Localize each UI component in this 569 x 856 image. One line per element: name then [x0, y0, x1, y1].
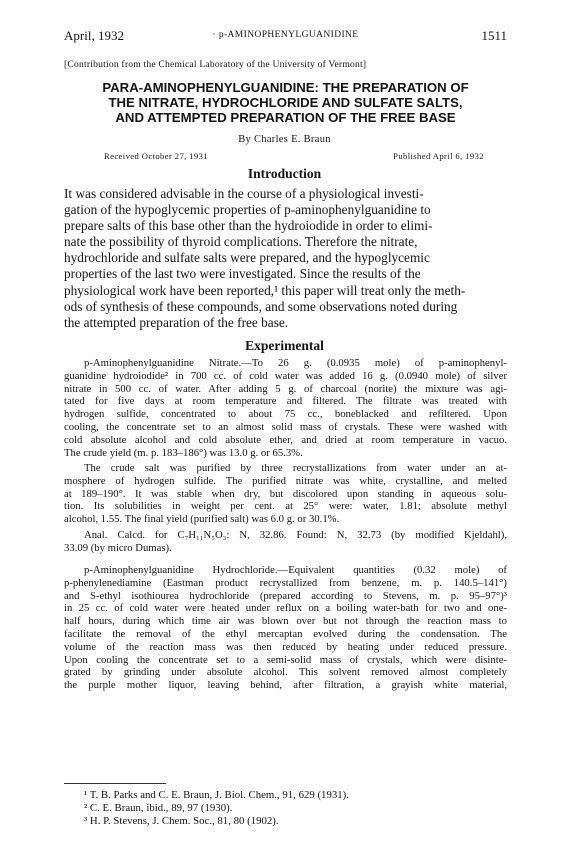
header-page-number: 1511: [481, 28, 507, 43]
text-line: alcohol, 1.55. The final yield (purified salt) was 6.0 g. or 30.1%.: [64, 513, 340, 526]
title-line: PARA-AMINOPHENYLGUANIDINE: THE PREPARATION OF: [102, 80, 469, 95]
text-line: 33.09 (by micro Dumas).: [64, 541, 172, 554]
experimental-paragraph-nitrate: [64, 357, 507, 459]
text-line: physiological work have been reported,¹ this paper will treat only the meth-: [64, 282, 466, 298]
title-line: AND ATTEMPTED PREPARATION OF THE FREE BASE: [115, 110, 456, 125]
text-line: It was considered advisable in the course of a physiological investi-: [64, 186, 424, 201]
introduction-heading: Introduction: [247, 166, 322, 181]
experimental-paragraph-hydrochloride: [64, 564, 507, 692]
text-line: gation of the hypoglycemic properties of p-aminophenylguanidine to: [64, 202, 431, 218]
footnotes: [84, 789, 504, 828]
text-line: properties of the last two were investigated. Since the results of the: [64, 266, 421, 282]
text-line: ods of synthesis of these compounds, and some observations noted during: [64, 298, 458, 314]
footnote: ³ H. P. Stevens, J. Chem. Soc., 81, 80 (1902).: [84, 815, 279, 827]
running-header: [64, 28, 507, 46]
text-line: hydrochloride and sulfate salts were prepared, and the hypoglycemic: [64, 250, 430, 266]
published-date: Published April 6, 1932: [393, 151, 484, 161]
text-line: volume of the reaction mass was then reduced by heating under reduced pressure.: [64, 640, 507, 653]
title-line: THE NITRATE, HYDROCHLORIDE AND SULFATE SALTS,: [108, 95, 463, 110]
text-line: cold absolute alcohol and cold absolute ether, and dried at room temperature in vacuo.: [64, 433, 507, 446]
text-line: the purple mother liquor, leaving behind, after filtration, a grayish white material,: [64, 679, 507, 692]
text-line: p-phenylenediamine (Eastman product recrystallized from benzene, m. p. 140.5–141°): [64, 576, 507, 589]
text-line: tion. Its solubilities in weight per cent. at 25° were: water, 1.81; absolute methyl: [64, 500, 507, 513]
text-line: facilitate the removal of the ethyl mercaptan evolved during the condensation. The: [64, 627, 507, 640]
text-line: nate the possibility of thyroid complications. Therefore the nitrate,: [64, 234, 418, 250]
text-line: in 25 cc. of cold water were heated under reflux on a boiling water-bath for two and one-: [64, 602, 507, 615]
footnote: ² C. E. Braun, ibid., 89, 97 (1930).: [84, 802, 233, 814]
introduction-paragraph: [64, 186, 507, 331]
text-line: The crude yield (m. p. 183–186°) was 13.0 g. or 65.3%.: [64, 446, 303, 459]
article-dates: [104, 151, 484, 161]
text-line: grated by grinding under absolute alcohol. This solvent removed almost completely: [64, 666, 507, 679]
text-line: half hours, during which time air was blown over but not through the reaction mass to: [64, 615, 507, 628]
text-line: p-Aminophenylguanidine Hydrochloride.—Equivalent quantities (0.32 mole) of: [84, 564, 507, 576]
experimental-heading: Experimental: [245, 338, 324, 353]
experimental-paragraph-purification: [64, 462, 507, 526]
text-line: the attempted preparation of the free base.: [64, 314, 289, 330]
footnote-divider: [64, 783, 166, 784]
text-line: tated for five days at room temperature and filtered. The filtrate was treated with: [64, 395, 507, 408]
contribution-line: [Contribution from the Chemical Laboratory of the University of Vermont]: [64, 59, 367, 70]
received-date: Received October 27, 1931: [104, 151, 209, 161]
header-date: April, 1932: [64, 28, 124, 43]
text-line: guanidine hydroiodide² in 700 cc. of cold water was added 16 g. (0.0940 mole) of silver: [64, 369, 507, 382]
text-line: nitrate in 500 cc. of water. After adding 5 g. of charcoal (norite) the mixture was agi-: [64, 382, 507, 395]
text-line: and S-ethyl isothiourea hydrochloride (prepared according to Stevens, m. p. 95–97°)³: [64, 589, 507, 602]
text-line: p-Aminophenylguanidine Nitrate.—To 26 g. (0.0935 mole) of p-aminophenyl-: [84, 357, 507, 369]
text-line: mosphere of hydrogen sulfide. The purified nitrate was white, crystalline, and melted: [64, 474, 507, 487]
footnote: ¹ T. B. Parks and C. E. Braun, J. Biol. Chem., 91, 629 (1931).: [84, 789, 349, 801]
text-line: cooling, the concentrate set to an almost solid mass of crystals. These were washed with: [64, 420, 507, 433]
text-line: The crude salt was purified by three recrystallizations from water under an at-: [84, 462, 507, 474]
text-line: hydrogen sulfide, concentrated to about 75 cc., boneblacked and refiltered. Upon: [64, 408, 507, 421]
text-line: Anal. Calcd. for C₇H₁₁N₅O₃: N, 32.86. Found: N, 32.73 (by modified Kjeldahl),: [84, 529, 507, 541]
header-running-title: · p-AMINOPHENYLGUANIDINE: [212, 30, 359, 40]
text-line: at 189–190°. It was stable when dry, but discolored upon standing in aqueous solu-: [64, 487, 507, 500]
author-byline: By Charles E. Braun: [238, 134, 331, 145]
article-title: [64, 80, 507, 125]
text-line: Upon cooling the concentrate set to a semi-solid mass of crystals, which were disinte-: [64, 653, 507, 666]
experimental-paragraph-analysis: [64, 529, 507, 555]
text-line: prepare salts of this base other than the hydroiodide in order to elimi-: [64, 218, 433, 234]
